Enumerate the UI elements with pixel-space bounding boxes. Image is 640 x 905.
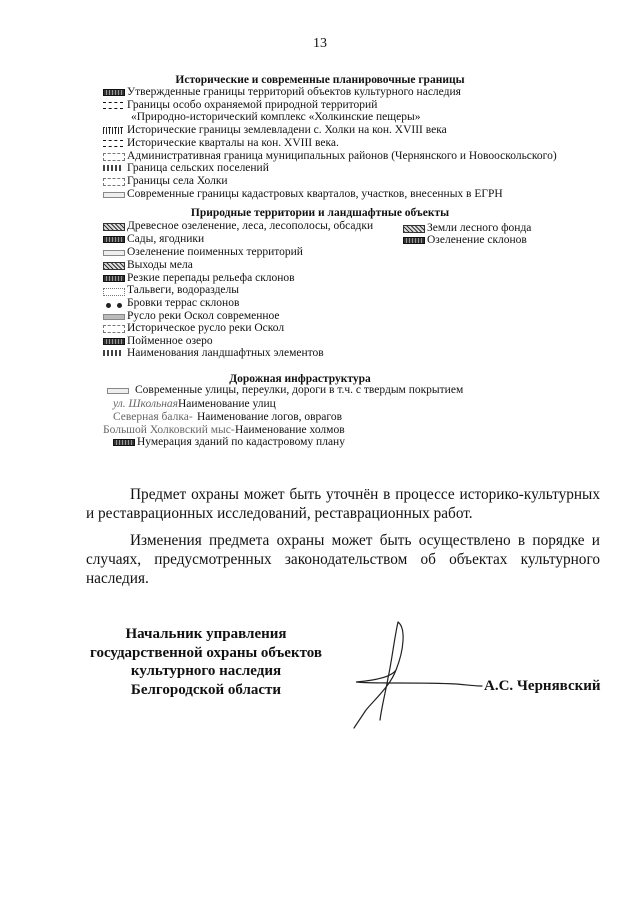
signatory-name: А.С. Чернявский [484, 678, 601, 694]
legend-section-title-roads: Дорожная инфраструктура [229, 373, 371, 385]
legend-item-label: Исторические кварталы на кон. XVIII века. [127, 137, 339, 149]
cross-dotted-line-icon [103, 127, 123, 134]
page-number: 13 [313, 36, 327, 51]
chalk-outcrop-icon [103, 262, 125, 270]
river-bed-icon [103, 314, 125, 320]
legend-item-label: Наименование холмов [235, 424, 345, 436]
position-line: культурного наследия [130, 663, 282, 679]
legend-sample-text: ул. Школьная [113, 398, 179, 410]
legend-item-label: Современные границы кадастровых кварталов, участков, внесенных в ЕГРН [127, 188, 503, 200]
legend-item-label: Границы села Холки [127, 175, 228, 187]
legend-item-label: Пойменное озеро [127, 335, 213, 347]
signatory-position [80, 625, 332, 699]
forest-fund-icon [403, 225, 425, 233]
legend-item-label: Выходы мела [127, 259, 193, 271]
legend-sample-text: Большой Холковский мыс- [103, 424, 235, 436]
dashed-quarter-icon [103, 140, 123, 147]
legend-item-label: Сады, ягодники [127, 233, 205, 245]
solid-hatched-line-icon [103, 89, 125, 96]
position-line: Белгородской области [130, 681, 282, 698]
legend-item-label: «Природно-исторический комплекс «Холкинские пещеры» [131, 111, 421, 123]
dash-dot-boundary-icon [103, 153, 125, 161]
legend-item-label: Резкие перепады рельефа склонов [127, 272, 295, 284]
legend-item-label: Исторические границы землевладени с. Холки на кон. XVIII века [127, 124, 447, 136]
legend-item-label: Современные улицы, переулки, дороги в т.ч. с твердым покрытием [135, 384, 464, 396]
position-line: Начальник управления [125, 626, 287, 642]
legend-item-label: Граница сельских поселений [127, 162, 269, 174]
legend-item-label: Русло реки Оскол современное [127, 310, 280, 322]
woodland-icon [103, 223, 125, 231]
legend-item-label: Наименования ландшафтных элементов [127, 347, 324, 359]
rural-boundary-icon [103, 165, 123, 171]
gardens-icon [103, 236, 125, 243]
floodplain-lake-icon [103, 338, 125, 345]
legend-item-label: Историческое русло реки Оскол [127, 322, 285, 334]
legend-item-label: Нумерация зданий по кадастровому плану [137, 436, 345, 448]
legend-item-label: Озеленение поименных территорий [127, 246, 303, 258]
legend-section-title-natural: Природные территории и ландшафтные объекты [190, 207, 450, 219]
legend-item-label: Административная граница муниципальных районов (Чернянского и Новооскольского) [127, 150, 557, 162]
legend-item-label: Древесное озеленение, леса, лесополосы, обсадки [127, 220, 374, 232]
legend-item-label: Утвержденные границы территорий объектов культурного наследия [127, 86, 461, 98]
paragraph: Предмет охраны может быть уточнён в процессе историко-культурных и реставрационных исследований, реставрационных работ. [86, 486, 600, 522]
legend-section-title-boundaries: Исторические и современные планировочные границы [175, 74, 465, 86]
legend-item-label: Наименование улиц [178, 398, 276, 410]
slope-drop-icon [103, 275, 125, 282]
position-line: государственной охраны объектов [90, 644, 322, 661]
legend-sample-text: Северная балка- [113, 411, 193, 423]
body-text [86, 485, 600, 588]
legend-item-label: Озеленение склонов [427, 234, 527, 246]
thalweg-icon [103, 288, 125, 296]
cadastral-boundary-icon [103, 192, 125, 198]
floodplain-greenery-icon [103, 250, 125, 256]
historic-river-bed-icon [103, 325, 125, 333]
paved-road-icon [107, 388, 129, 394]
handwritten-signature [336, 610, 486, 740]
legend-item-label: Границы особо охраняемой природной территорий [127, 99, 378, 111]
paragraph: Изменения предмета охраны может быть осуществлено в порядке и случаях, предусмотренных законодательством об объектах культурного наследия. [86, 532, 600, 587]
legend-item-label: Наименование логов, оврагов [197, 411, 343, 423]
slope-greenery-icon [403, 237, 425, 244]
legend-item-label: Земли лесного фонда [427, 222, 532, 234]
village-boundary-icon [103, 178, 125, 186]
terrace-edge-icon [103, 299, 123, 305]
legend-item-label: Тальвеги, водоразделы [127, 284, 239, 296]
landscape-names-icon [103, 350, 123, 356]
legend-item-label: Бровки террас склонов [127, 297, 240, 309]
dashed-boundary-icon [103, 102, 123, 109]
building-number-icon [113, 439, 135, 446]
